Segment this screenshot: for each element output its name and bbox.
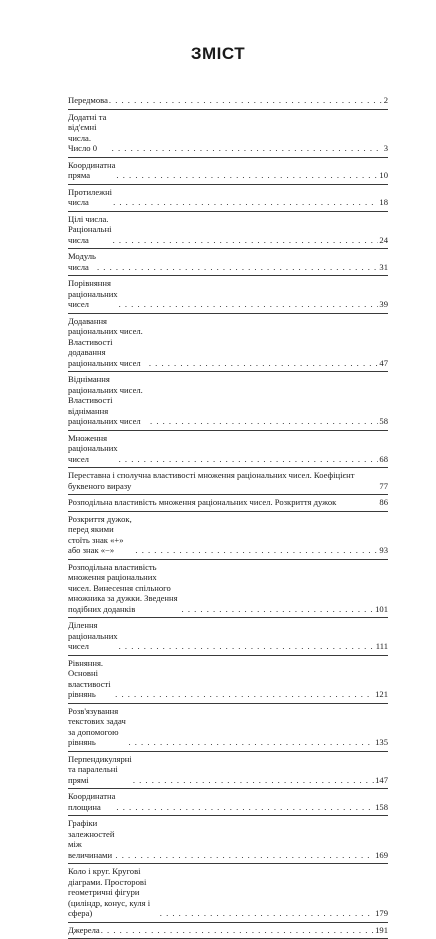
toc-entry-page: 86 <box>379 497 388 508</box>
toc-entry-page: 191 <box>375 925 388 936</box>
toc-entry[interactable] <box>68 185 388 212</box>
toc-entry-title: Координатна площина <box>68 791 115 812</box>
toc-entry[interactable] <box>68 158 388 185</box>
toc-entry[interactable] <box>68 468 388 495</box>
page-title: ЗМІСТ <box>0 44 436 64</box>
toc-leader-dots <box>113 197 378 208</box>
toc-entry-title: Переставна і сполучна властивості множення раціональних чисел. Коефіцієнт буквеного виразу <box>68 470 371 491</box>
toc-entry-title: Множення раціональних чисел <box>68 433 118 465</box>
toc-entry-page: 93 <box>379 545 388 556</box>
toc-entry-page: 2 <box>384 95 388 106</box>
toc-entry-page: 121 <box>375 689 388 700</box>
toc-entry[interactable] <box>68 372 388 431</box>
toc-entry-title: Координатна пряма <box>68 160 115 181</box>
toc-entry-page: 18 <box>379 197 388 208</box>
toc-leader-dots <box>119 641 375 652</box>
toc-entry-page: 147 <box>375 775 388 786</box>
toc-entry[interactable] <box>68 656 388 704</box>
toc-entry[interactable] <box>68 560 388 619</box>
toc-entry[interactable] <box>68 314 388 373</box>
toc-entry[interactable] <box>68 431 388 469</box>
toc-entry-page: 68 <box>379 454 388 465</box>
toc-entry[interactable] <box>68 752 388 790</box>
toc-entry[interactable] <box>68 618 388 656</box>
toc-entry[interactable] <box>68 93 388 110</box>
toc-entry-page: 31 <box>379 262 388 273</box>
table-of-contents <box>68 93 388 939</box>
toc-entry[interactable] <box>68 495 388 512</box>
toc-entry[interactable] <box>68 789 388 816</box>
toc-entry[interactable] <box>68 249 388 276</box>
toc-leader-dots <box>119 299 379 310</box>
toc-entry-title: Протилежні числа <box>68 187 112 208</box>
toc-entry-title: Розв'язування текстових задач за допомогою рівнянь <box>68 706 127 748</box>
toc-entry-title: Рівняння. Основні властивості рівнянь <box>68 658 114 700</box>
toc-entry-page: 10 <box>379 170 388 181</box>
toc-leader-dots <box>115 689 374 700</box>
toc-leader-dots <box>109 95 383 106</box>
toc-entry-title: Графіки залежностей між величинами <box>68 818 114 860</box>
toc-entry[interactable] <box>68 110 388 158</box>
toc-entry-title: Коло і круг. Кругові діаграми. Просторові геометричні фігури (циліндр, конус, куля і сфера) <box>68 866 159 919</box>
toc-leader-dots <box>97 262 378 273</box>
toc-leader-dots <box>133 775 374 786</box>
toc-entry-page: 158 <box>375 802 388 813</box>
toc-entry-page: 111 <box>376 641 388 652</box>
toc-entry-title: Ділення раціональних чисел <box>68 620 118 652</box>
toc-entry-title: Джерела <box>68 925 100 936</box>
toc-entry-title: Перпендикулярні та паралельні прямі <box>68 754 132 786</box>
toc-entry[interactable] <box>68 923 388 939</box>
toc-entry-page: 3 <box>384 143 388 154</box>
toc-entry-title: Модуль числа <box>68 251 96 272</box>
toc-entry-page: 24 <box>379 235 388 246</box>
toc-entry-title: Віднімання раціональних чисел. Властивості віднімання раціональних чисел <box>68 374 149 427</box>
toc-entry-page: 58 <box>379 416 388 427</box>
toc-leader-dots <box>160 908 374 919</box>
toc-leader-dots <box>135 545 378 556</box>
toc-leader-dots <box>182 604 375 615</box>
toc-leader-dots <box>115 850 374 861</box>
toc-leader-dots <box>101 925 374 936</box>
toc-entry-page: 169 <box>375 850 388 861</box>
toc-entry[interactable] <box>68 512 388 560</box>
toc-entry-title: Порівняння раціональних чисел <box>68 278 118 310</box>
toc-leader-dots <box>119 454 379 465</box>
toc-entry-title: Цілі числа. Раціональні числа <box>68 214 112 246</box>
toc-leader-dots <box>128 737 374 748</box>
toc-entry-title: Додавання раціональних чисел. Властивості додавання раціональних чисел <box>68 316 148 369</box>
toc-entry-page: 101 <box>375 604 388 615</box>
toc-entry-title: Розкриття дужок, перед якими стоїть знак «+» або знак «−» <box>68 514 134 556</box>
toc-entry-page: 39 <box>379 299 388 310</box>
toc-entry-title: Розподільна властивість множення раціональних чисел. Розкриття дужок <box>68 497 336 508</box>
toc-entry[interactable] <box>68 864 388 923</box>
toc-leader-dots <box>149 358 379 369</box>
toc-entry[interactable] <box>68 212 388 250</box>
toc-entry-page: 47 <box>379 358 388 369</box>
toc-entry-title: Розподільна властивість множення раціональних чисел. Винесення спільного множника за дужки. Зведення подібних доданків <box>68 562 181 615</box>
toc-entry-title: Додатні та від'ємні числа. Число 0 <box>68 112 111 154</box>
toc-entry-page: 77 <box>379 481 388 492</box>
toc-entry[interactable] <box>68 704 388 752</box>
toc-entry-page: 135 <box>375 737 388 748</box>
toc-leader-dots <box>113 235 379 246</box>
toc-entry-page: 179 <box>375 908 388 919</box>
toc-leader-dots <box>112 143 383 154</box>
toc-leader-dots <box>116 802 374 813</box>
toc-leader-dots <box>116 170 378 181</box>
toc-entry[interactable] <box>68 816 388 864</box>
toc-entry[interactable] <box>68 276 388 314</box>
toc-leader-dots <box>150 416 378 427</box>
toc-entry-title: Передмова <box>68 95 108 106</box>
